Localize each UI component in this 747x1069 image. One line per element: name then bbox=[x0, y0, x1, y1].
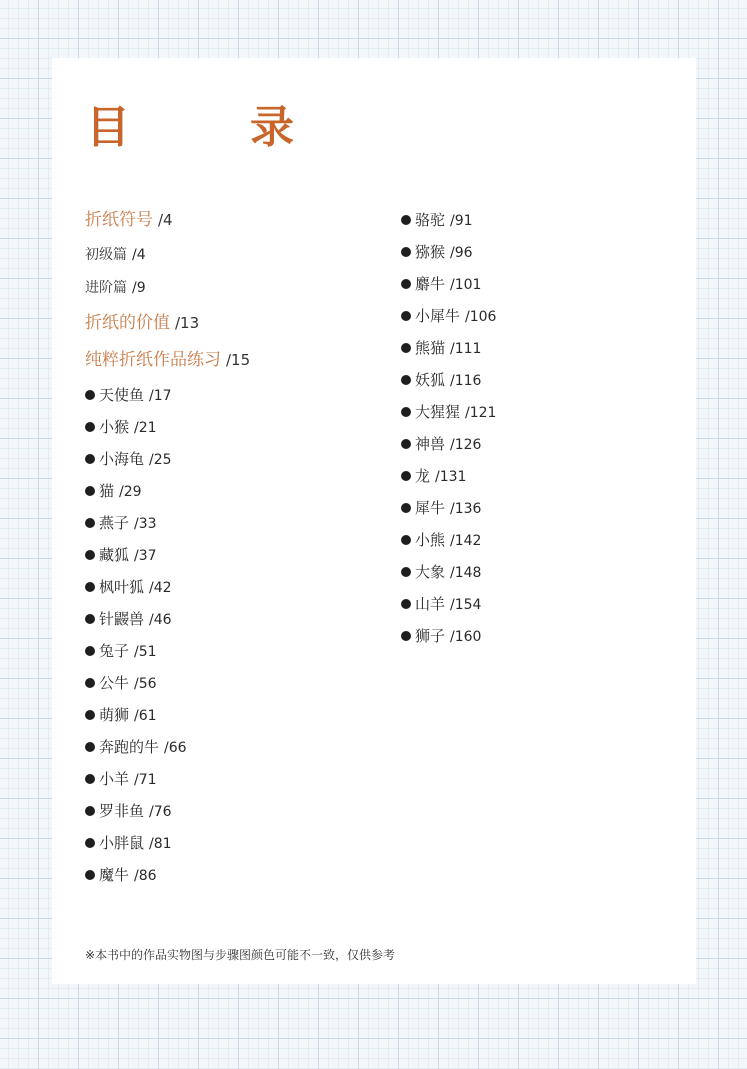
bullet-icon bbox=[85, 774, 95, 784]
toc-label: 狮子 bbox=[415, 627, 446, 645]
bullet-icon bbox=[401, 311, 411, 321]
bullet-icon bbox=[85, 742, 95, 752]
toc-label: 小犀牛 bbox=[415, 307, 461, 325]
toc-page-number: /116 bbox=[450, 373, 482, 389]
toc-item[interactable] bbox=[85, 475, 250, 507]
toc-page-number: /71 bbox=[134, 772, 157, 788]
bullet-icon bbox=[85, 838, 95, 848]
toc-page-number: /76 bbox=[149, 804, 172, 820]
toc-item[interactable] bbox=[85, 443, 250, 475]
toc-page-number: /106 bbox=[465, 309, 497, 325]
toc-page-number: /126 bbox=[450, 437, 482, 453]
bullet-icon bbox=[401, 631, 411, 641]
toc-page-number: /61 bbox=[134, 708, 157, 724]
toc-label: 燕子 bbox=[99, 514, 130, 532]
bullet-icon bbox=[401, 567, 411, 577]
bullet-icon bbox=[85, 550, 95, 560]
bullet-icon bbox=[85, 582, 95, 592]
toc-item[interactable] bbox=[401, 236, 496, 268]
toc-page-number: /4 bbox=[132, 247, 146, 263]
toc-section[interactable] bbox=[85, 305, 250, 342]
toc-item[interactable] bbox=[85, 731, 250, 763]
bullet-icon bbox=[401, 247, 411, 257]
toc-label: 大猩猩 bbox=[415, 403, 461, 421]
toc-label: 折纸符号 bbox=[85, 210, 153, 230]
toc-item[interactable] bbox=[85, 667, 250, 699]
toc-label: 神兽 bbox=[415, 435, 446, 453]
toc-item[interactable] bbox=[85, 507, 250, 539]
toc-item[interactable] bbox=[401, 588, 496, 620]
toc-item[interactable] bbox=[85, 795, 250, 827]
toc-page-number: /37 bbox=[134, 548, 157, 564]
bullet-icon bbox=[85, 806, 95, 816]
toc-item[interactable] bbox=[401, 396, 496, 428]
toc-page-number: /91 bbox=[450, 213, 473, 229]
toc-label: 麝牛 bbox=[415, 275, 446, 293]
toc-page-number: /86 bbox=[134, 868, 157, 884]
toc-item[interactable] bbox=[85, 379, 250, 411]
toc-page-number: /46 bbox=[149, 612, 172, 628]
toc-label: 猫 bbox=[99, 482, 115, 500]
bullet-icon bbox=[85, 678, 95, 688]
bullet-icon bbox=[85, 710, 95, 720]
toc-subsection[interactable] bbox=[85, 239, 250, 272]
toc-label: 天使鱼 bbox=[99, 386, 145, 404]
bullet-icon bbox=[401, 503, 411, 513]
toc-page-number: /81 bbox=[149, 836, 172, 852]
toc-page-number: /111 bbox=[450, 341, 482, 357]
bullet-icon bbox=[85, 422, 95, 432]
toc-item[interactable] bbox=[401, 204, 496, 236]
bullet-icon bbox=[401, 407, 411, 417]
toc-item[interactable] bbox=[401, 620, 496, 652]
toc-item[interactable] bbox=[85, 827, 250, 859]
toc-item[interactable] bbox=[401, 364, 496, 396]
toc-label: 龙 bbox=[415, 467, 431, 485]
toc-page-number: /15 bbox=[226, 351, 251, 369]
bullet-icon bbox=[401, 343, 411, 353]
toc-item[interactable] bbox=[401, 332, 496, 364]
toc-page-number: /25 bbox=[149, 452, 172, 468]
bullet-icon bbox=[85, 870, 95, 880]
toc-label: 萌狮 bbox=[99, 706, 130, 724]
toc-page-number: /101 bbox=[450, 277, 482, 293]
bullet-icon bbox=[85, 518, 95, 528]
toc-label: 兔子 bbox=[99, 642, 130, 660]
toc-page bbox=[52, 58, 696, 984]
toc-page-number: /148 bbox=[450, 565, 482, 581]
toc-item[interactable] bbox=[85, 635, 250, 667]
toc-label: 罗非鱼 bbox=[99, 802, 145, 820]
toc-item[interactable] bbox=[85, 571, 250, 603]
toc-page-number: /142 bbox=[450, 533, 482, 549]
toc-right-column bbox=[401, 204, 496, 652]
toc-label: 小海龟 bbox=[99, 450, 145, 468]
toc-page-number: /29 bbox=[119, 484, 142, 500]
toc-item[interactable] bbox=[401, 428, 496, 460]
toc-item[interactable] bbox=[401, 492, 496, 524]
toc-left-column bbox=[85, 202, 250, 891]
toc-page-number: /136 bbox=[450, 501, 482, 517]
toc-page-number: /21 bbox=[134, 420, 157, 436]
toc-label: 纯粹折纸作品练习 bbox=[85, 350, 221, 370]
toc-label: 骆驼 bbox=[415, 211, 446, 229]
bullet-icon bbox=[401, 535, 411, 545]
bullet-icon bbox=[401, 215, 411, 225]
toc-section[interactable] bbox=[85, 342, 250, 379]
toc-item[interactable] bbox=[85, 859, 250, 891]
toc-item[interactable] bbox=[85, 411, 250, 443]
toc-page-number: /51 bbox=[134, 644, 157, 660]
toc-item[interactable] bbox=[85, 763, 250, 795]
toc-item[interactable] bbox=[401, 460, 496, 492]
toc-label: 初级篇 bbox=[85, 247, 127, 263]
bullet-icon bbox=[85, 646, 95, 656]
toc-label: 奔跑的牛 bbox=[99, 738, 160, 756]
toc-label: 大象 bbox=[415, 563, 446, 581]
bullet-icon bbox=[401, 439, 411, 449]
toc-label: 熊猫 bbox=[415, 339, 446, 357]
toc-page-number: /160 bbox=[450, 629, 482, 645]
toc-item[interactable] bbox=[401, 268, 496, 300]
toc-label: 小羊 bbox=[99, 770, 130, 788]
toc-page-number: /96 bbox=[450, 245, 473, 261]
toc-page-number: /56 bbox=[134, 676, 157, 692]
toc-label: 山羊 bbox=[415, 595, 446, 613]
toc-label: 妖狐 bbox=[415, 371, 446, 389]
toc-item[interactable] bbox=[401, 300, 496, 332]
toc-page-number: /17 bbox=[149, 388, 172, 404]
bullet-icon bbox=[85, 390, 95, 400]
toc-subsection[interactable] bbox=[85, 272, 250, 305]
toc-label: 枫叶狐 bbox=[99, 578, 145, 596]
toc-label: 针鼹兽 bbox=[99, 610, 145, 628]
toc-item[interactable] bbox=[401, 524, 496, 556]
bullet-icon bbox=[401, 375, 411, 385]
toc-label: 小胖鼠 bbox=[99, 834, 145, 852]
toc-label: 小熊 bbox=[415, 531, 446, 549]
bullet-icon bbox=[401, 279, 411, 289]
toc-label: 折纸的价值 bbox=[85, 313, 170, 333]
toc-item[interactable] bbox=[401, 556, 496, 588]
toc-item[interactable] bbox=[85, 539, 250, 571]
toc-page-number: /13 bbox=[175, 314, 200, 332]
toc-label: 犀牛 bbox=[415, 499, 446, 517]
toc-page-number: /154 bbox=[450, 597, 482, 613]
toc-section[interactable] bbox=[85, 202, 250, 239]
bullet-icon bbox=[401, 471, 411, 481]
page-title: 目 录 bbox=[86, 102, 332, 153]
footnote: ※本书中的作品实物图与步骤图颜色可能不一致，仅供参考 bbox=[85, 948, 396, 962]
toc-label: 小猴 bbox=[99, 418, 130, 436]
toc-label: 猕猴 bbox=[415, 243, 446, 261]
toc-page-number: /131 bbox=[435, 469, 467, 485]
toc-page-number: /33 bbox=[134, 516, 157, 532]
toc-page-number: /121 bbox=[465, 405, 497, 421]
toc-label: 公牛 bbox=[99, 674, 130, 692]
toc-page-number: /66 bbox=[164, 740, 187, 756]
bullet-icon bbox=[85, 614, 95, 624]
toc-label: 魔牛 bbox=[99, 866, 130, 884]
toc-page-number: /42 bbox=[149, 580, 172, 596]
bullet-icon bbox=[85, 486, 95, 496]
bullet-icon bbox=[85, 454, 95, 464]
toc-label: 进阶篇 bbox=[85, 280, 127, 296]
toc-label: 藏狐 bbox=[99, 546, 130, 564]
bullet-icon bbox=[401, 599, 411, 609]
toc-item[interactable] bbox=[85, 603, 250, 635]
toc-page-number: /9 bbox=[132, 280, 146, 296]
toc-item[interactable] bbox=[85, 699, 250, 731]
toc-page-number: /4 bbox=[158, 211, 173, 229]
